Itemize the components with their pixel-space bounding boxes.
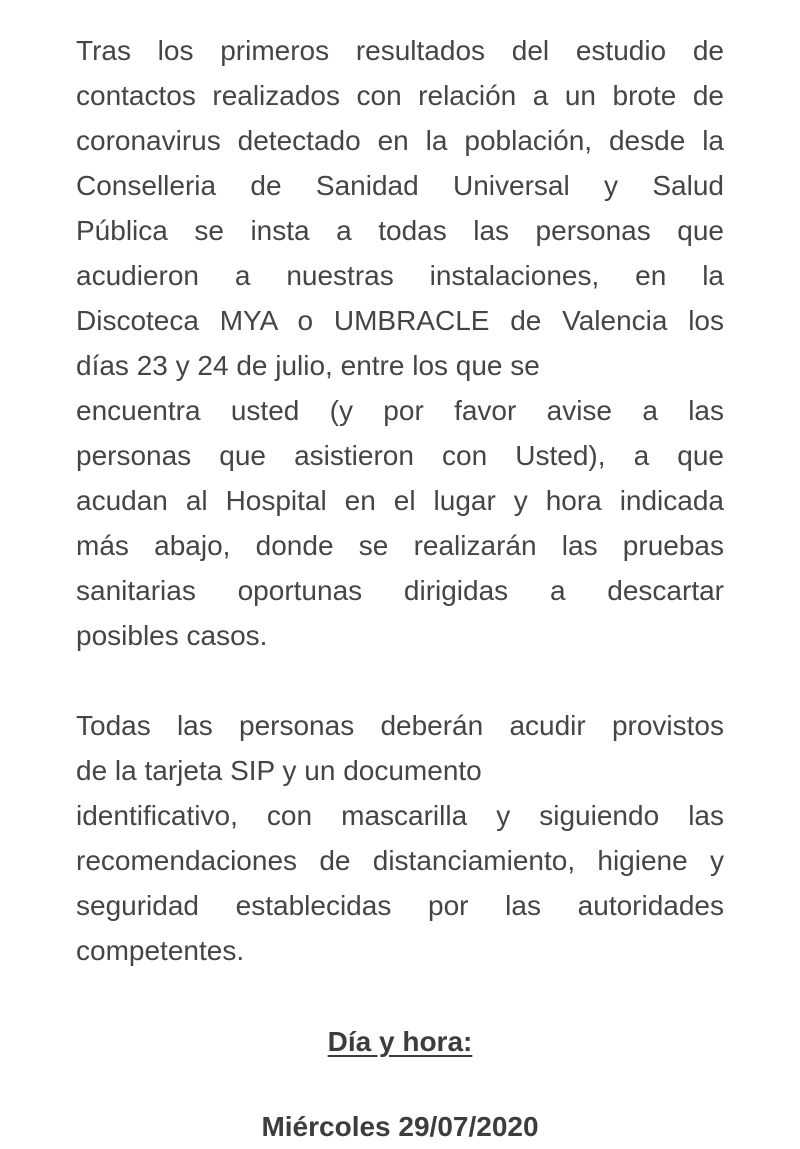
paragraph-contact-study [76, 28, 724, 658]
schedule-date: Miércoles 29/07/2020 [261, 1111, 539, 1142]
paragraph-line: coronavirus detectado en la población, desde la [76, 125, 724, 156]
paragraph-line: acudieron a nuestras instalaciones, en la [76, 260, 724, 291]
paragraph-line: seguridad establecidas por las autoridades [76, 890, 724, 921]
paragraph-line: posibles casos. [76, 620, 268, 651]
document-body [76, 28, 724, 1142]
paragraph-line: Tras los primeros resultados del estudio de [76, 35, 724, 66]
paragraph-line: Pública se insta a todas las personas que [76, 215, 724, 246]
paragraph-line: Conselleria de Sanidad Universal y Salud [76, 170, 724, 201]
paragraph-line: días 23 y 24 de julio, entre los que se [76, 350, 540, 381]
paragraph-requirements [76, 703, 724, 973]
paragraph-line: sanitarias oportunas dirigidas a descartar [76, 575, 724, 606]
paragraph-line: personas que asistieron con Usted), a que [76, 440, 724, 471]
paragraph-line: de la tarjeta SIP y un documento [76, 755, 482, 786]
paragraph-line: identificativo, con mascarilla y siguiendo las [76, 800, 724, 831]
paragraph-spacer [76, 658, 724, 703]
paragraph-line: competentes. [76, 935, 245, 966]
paragraph-line: Todas las personas deberán acudir provistos [76, 710, 724, 741]
schedule-heading: Día y hora: [327, 1026, 473, 1057]
paragraph-line: encuentra usted (y por favor avise a las [76, 395, 724, 426]
paragraph-line: Discoteca MYA o UMBRACLE de Valencia los [76, 305, 724, 336]
paragraph-line: contactos realizados con relación a un brote de [76, 80, 724, 111]
paragraph-line: acudan al Hospital en el lugar y hora indicada [76, 485, 724, 516]
paragraph-line: más abajo, donde se realizarán las pruebas [76, 530, 724, 561]
paragraph-line: recomendaciones de distanciamiento, higiene y [76, 845, 724, 876]
